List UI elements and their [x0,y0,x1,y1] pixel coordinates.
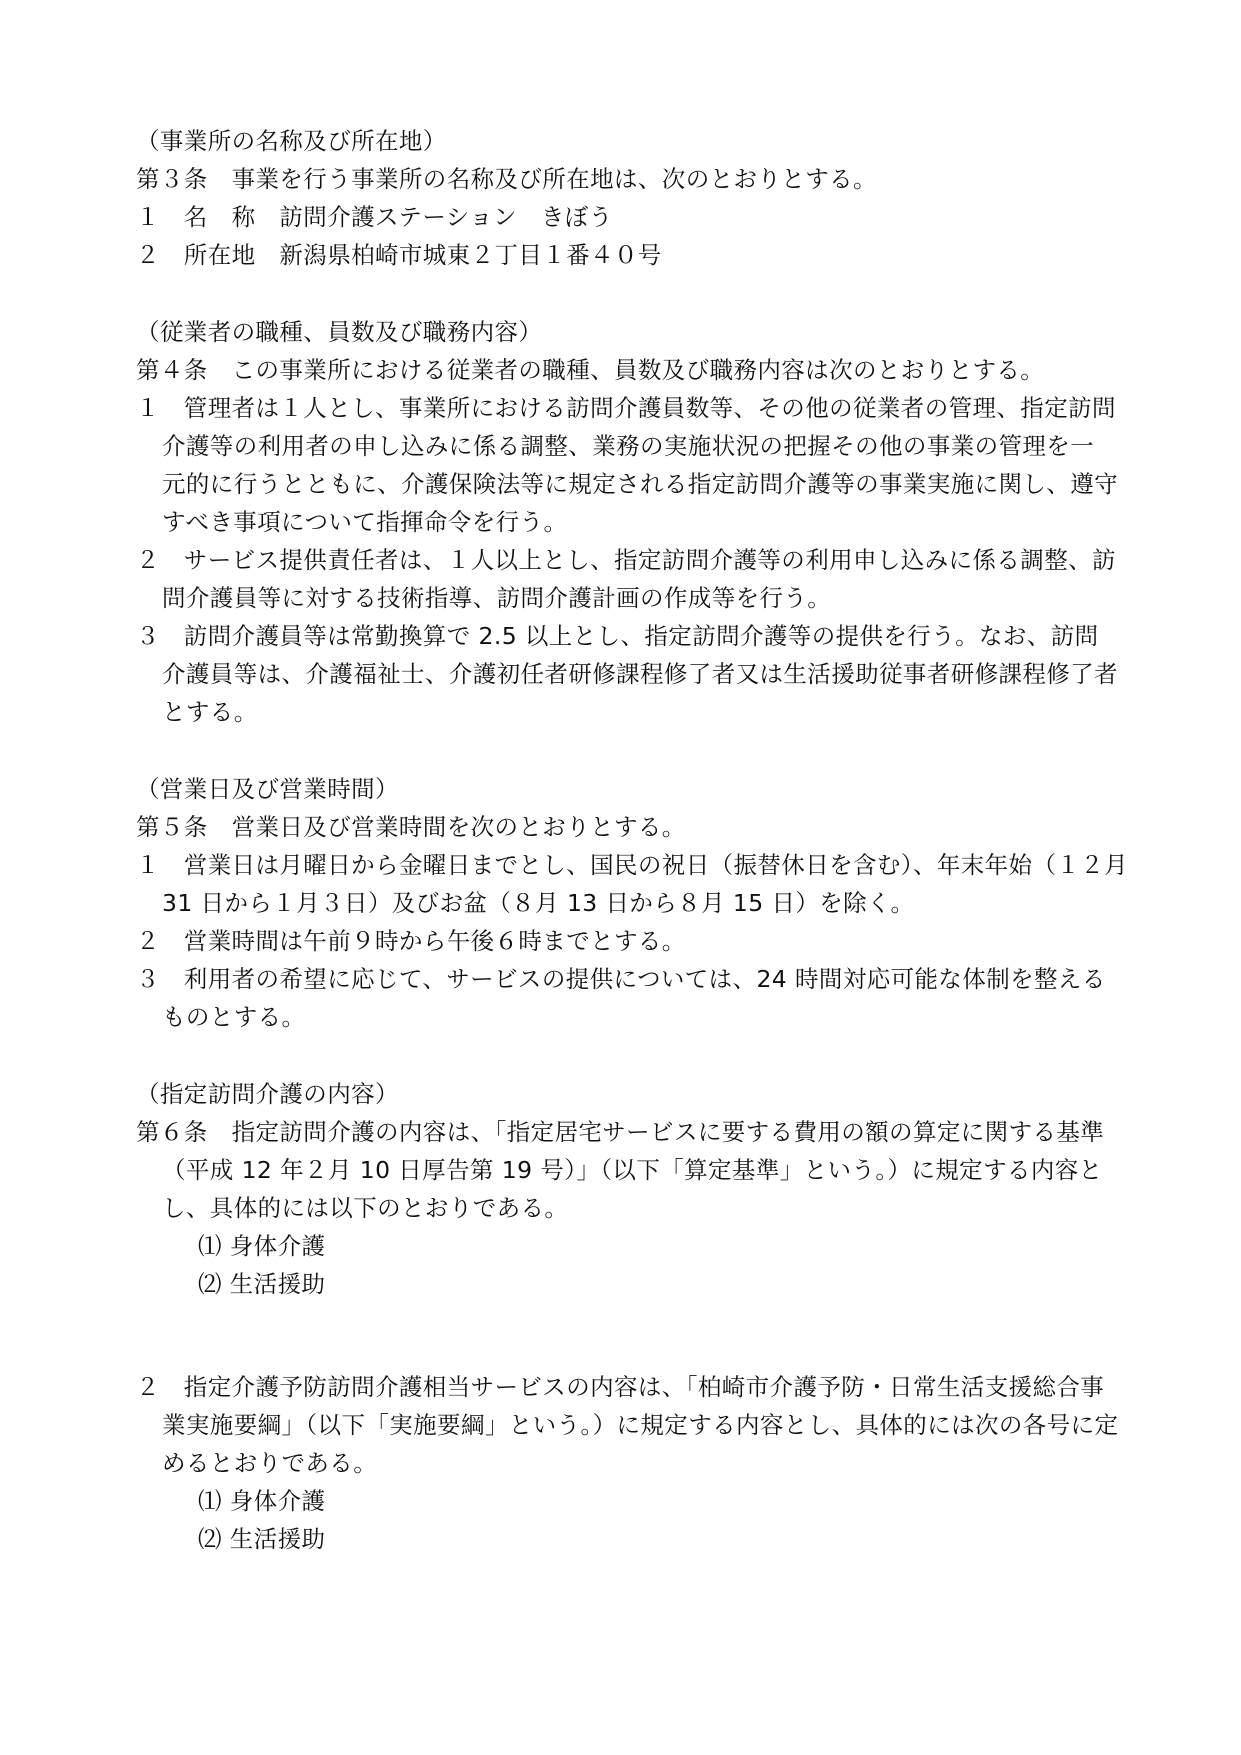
article6-list-item: ⑵ 生活援助 [198,1270,326,1298]
article6-line-cont: し、具体的には以下のとおりである。 [162,1194,569,1222]
article3-address-line: ２ 所在地 新潟県柏崎市城東２丁目１番４０号 [136,241,662,269]
article5-para1: １ 営業日は月曜日から金曜日までとし、国民の祝日（振替休日を含む）、年末年始（１２月 [136,851,1129,879]
article4-para1-cont: すべき事項について指揮命令を行う。 [162,508,568,536]
article4-para3-cont: 介護員等は、介護福祉士、介護初任者研修課程修了者又は生活援助従事者研修課程修了者 [162,660,1118,688]
article6-para2: ２ 指定介護予防訪問介護相当サービスの内容は、「柏崎市介護予防・日常生活支援総合事 [136,1373,1105,1401]
article6-para2-list-item: ⑴ 身体介護 [198,1487,326,1515]
article5-para1-cont: 31 日から１月３日）及びお盆（８月 13 日から８月 15 日）を除く。 [162,889,915,917]
article3-name-line: １ 名 称 訪問介護ステーション きぼう [136,203,613,231]
article6-para2-cont: 業実施要綱」（以下「実施要綱」という。）に規定する内容とし、具体的には次の各号に定 [162,1411,1119,1439]
article4-para1: １ 管理者は１人とし、事業所における訪問介護員数等、その他の従業者の管理、指定訪問 [136,394,1116,422]
article4-line: 第４条 この事業所における従業者の職種、員数及び職務内容は次のとおりとする。 [136,356,1045,384]
article4-para1-cont: 介護等の利用者の申し込みに係る調整、業務の実施状況の把握その他の事業の管理を一 [162,432,1095,460]
article4-heading: （従業者の職種、員数及び職務内容） [136,318,543,346]
article4-para2: ２ サービス提供責任者は、１人以上とし、指定訪問介護等の利用申し込みに係る調整、訪 [136,546,1116,574]
article5-para3: ３ 利用者の希望に応じて、サービスの提供については、24 時間対応可能な体制を整える [136,965,1106,993]
article6-line: 第６条 指定訪問介護の内容は、「指定居宅サービスに要する費用の額の算定に関する基準 [136,1118,1105,1146]
article4-para3: ３ 訪問介護員等は常勤換算で 2.5 以上とし、指定訪問介護等の提供を行う。なお、訪問 [136,622,1099,650]
article4-para2-cont: 問介護員等に対する技術指導、訪問介護計画の作成等を行う。 [162,584,832,612]
article6-para2-cont: めるとおりである。 [162,1449,378,1477]
article6-list-item: ⑴ 身体介護 [198,1232,326,1260]
article3-line: 第３条 事業を行う事業所の名称及び所在地は、次のとおりとする。 [136,165,877,193]
article5-para2: ２ 営業時間は午前９時から午後６時までとする。 [136,927,686,955]
article5-heading: （営業日及び営業時間） [136,775,399,803]
article3-heading: （事業所の名称及び所在地） [136,127,447,155]
article4-para1-cont: 元的に行うとともに、介護保険法等に規定される指定訪問介護等の事業実施に関し、遵守 [162,470,1118,498]
article4-para3-cont: とする。 [162,698,258,726]
article6-para2-list-item: ⑵ 生活援助 [198,1525,326,1553]
article6-line-cont: （平成 12 年２月 10 日厚告第 19 号）」（以下「算定基準」という。）に規定する内容と [162,1156,1103,1184]
article6-heading: （指定訪問介護の内容） [136,1080,399,1108]
article5-para3-cont: ものとする。 [162,1003,306,1031]
article5-line: 第５条 営業日及び営業時間を次のとおりとする。 [136,813,686,841]
